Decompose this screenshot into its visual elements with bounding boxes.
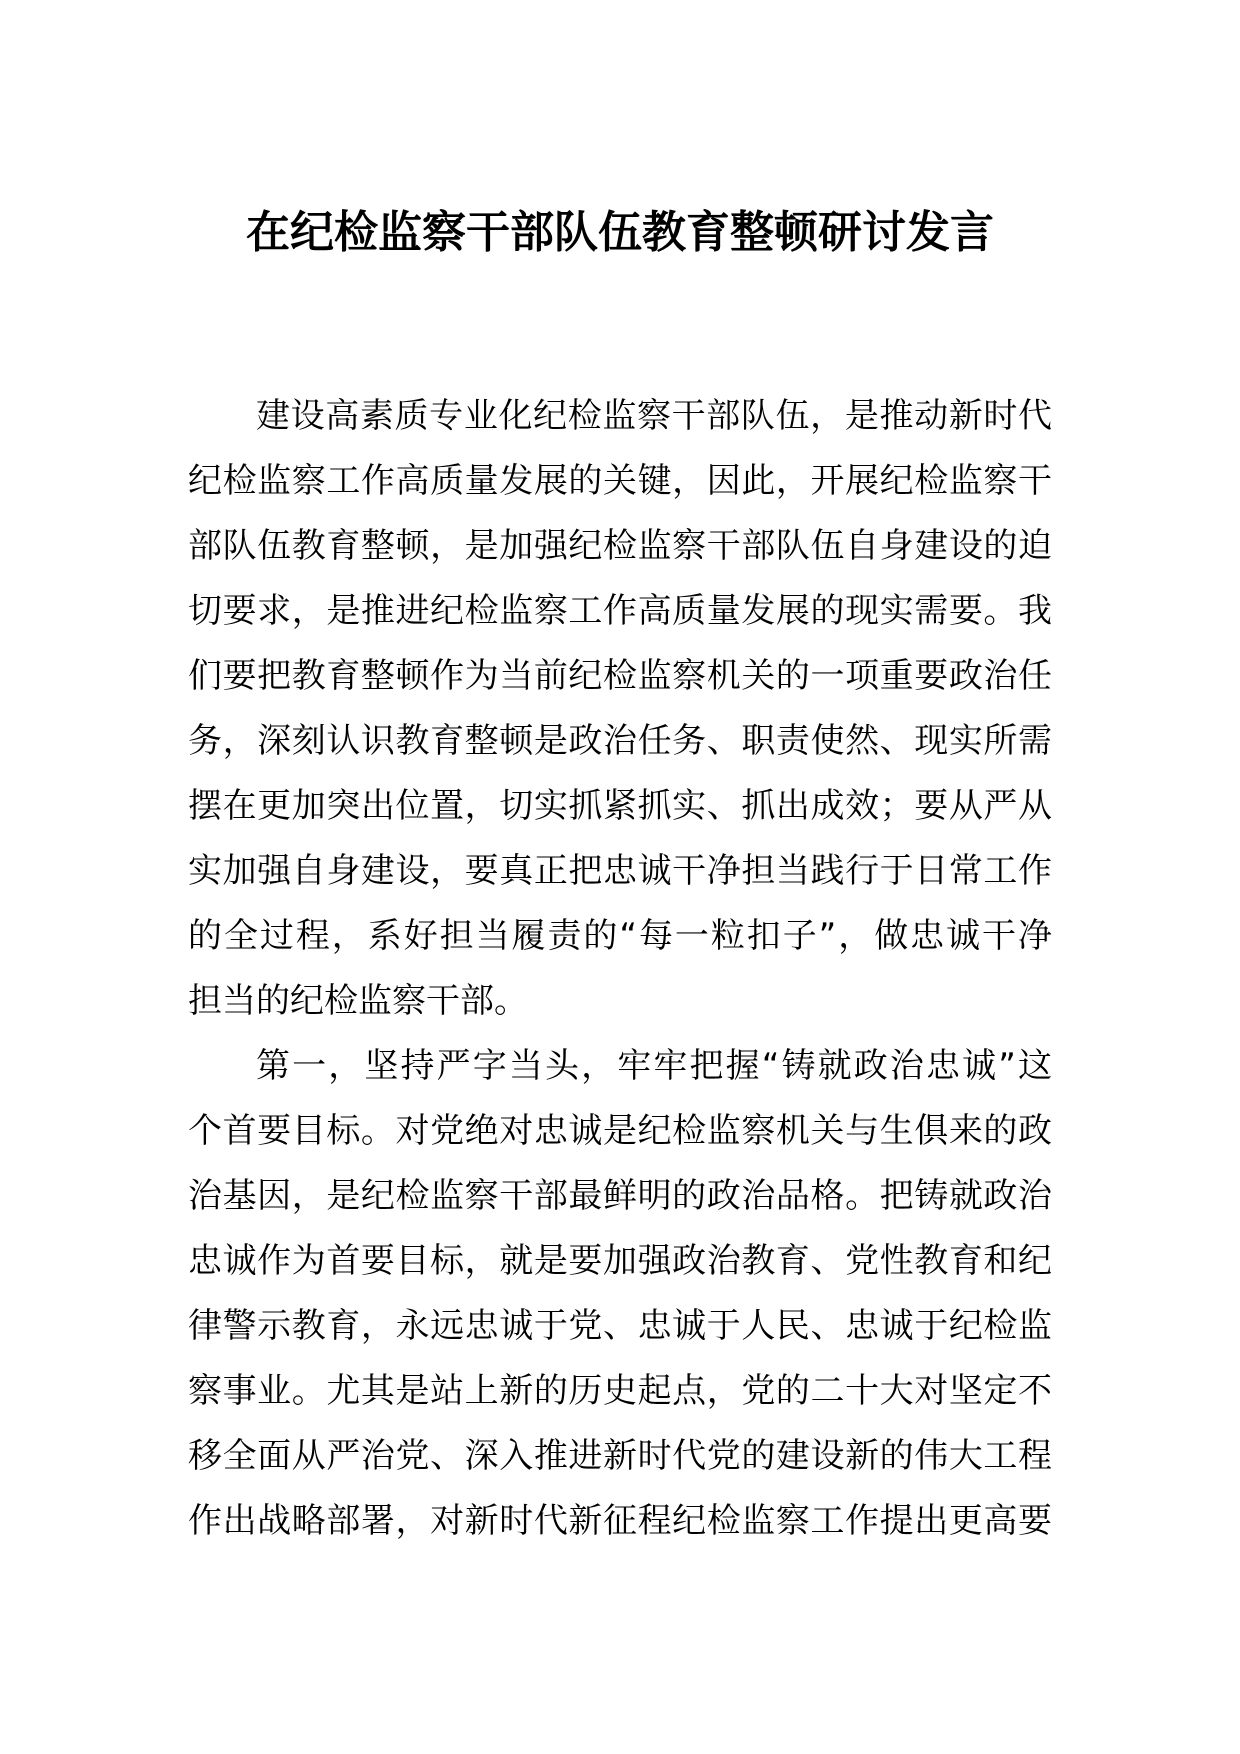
document-title: 在纪检监察干部队伍教育整顿研讨发言 (246, 207, 994, 258)
text-line: 忠诚作为首要目标，就是要加强政治教育、党性教育和纪 (188, 1241, 1052, 1281)
text-line: 担当的纪检监察干部。 (188, 981, 528, 1021)
text-line: 移全面从严治党、深入推进新时代党的建设新的伟大工程 (188, 1436, 1052, 1476)
text-line: 作出战略部署，对新时代新征程纪检监察工作提出更高要 (188, 1501, 1052, 1541)
text-line: 察事业。尤其是站上新的历史起点，党的二十大对坚定不 (188, 1371, 1052, 1411)
paragraph-intro (188, 384, 1052, 1034)
paragraph-point-one (188, 1034, 1052, 1554)
text-line: 治基因，是纪检监察干部最鲜明的政治品格。把铸就政治 (188, 1176, 1052, 1216)
document-body (188, 384, 1052, 1554)
text-line: 第一，坚持严字当头，牢牢把握“铸就政治忠诚”这 (256, 1046, 1052, 1086)
text-line: 纪检监察工作高质量发展的关键，因此，开展纪检监察干 (188, 461, 1052, 501)
text-line: 部队伍教育整顿，是加强纪检监察干部队伍自身建设的迫 (188, 526, 1052, 566)
text-line: 务，深刻认识教育整顿是政治任务、职责使然、现实所需 (188, 721, 1052, 761)
text-line: 律警示教育，永远忠诚于党、忠诚于人民、忠诚于纪检监 (188, 1306, 1052, 1346)
text-line: 实加强自身建设，要真正把忠诚干净担当践行于日常工作 (188, 851, 1052, 891)
text-line: 们要把教育整顿作为当前纪检监察机关的一项重要政治任 (188, 656, 1052, 696)
text-line: 的全过程，系好担当履责的“每一粒扣子”，做忠诚干净 (188, 916, 1052, 956)
text-line: 切要求，是推进纪检监察工作高质量发展的现实需要。我 (188, 591, 1052, 631)
text-line: 个首要目标。对党绝对忠诚是纪检监察机关与生俱来的政 (188, 1111, 1052, 1151)
text-line: 摆在更加突出位置，切实抓紧抓实、抓出成效；要从严从 (188, 786, 1052, 826)
text-line: 建设高素质专业化纪检监察干部队伍，是推动新时代 (256, 396, 1052, 436)
